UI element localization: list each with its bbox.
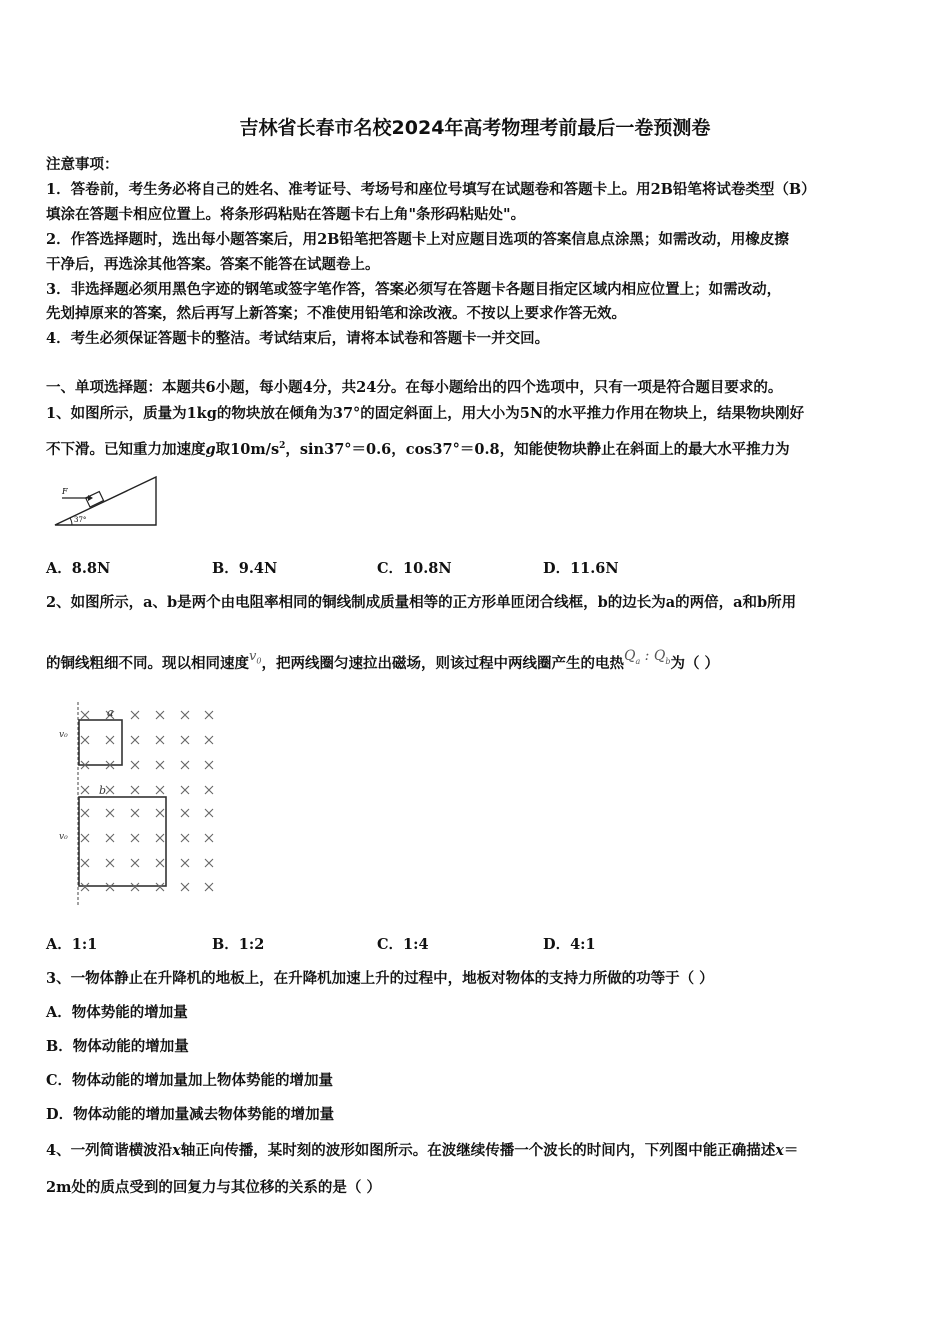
q3-option-d[interactable]: D．物体动能的增加量减去物体势能的增加量 bbox=[46, 1106, 335, 1123]
field-cross bbox=[131, 711, 139, 719]
field-cross bbox=[81, 834, 89, 842]
field-cross bbox=[205, 711, 213, 719]
field-cross bbox=[181, 761, 189, 769]
q2-option-b[interactable]: B．1:2 bbox=[212, 936, 265, 953]
field-cross bbox=[81, 736, 89, 744]
field-cross bbox=[131, 761, 139, 769]
notice-line: 1．答卷前，考生务必将自己的姓名、准考证号、考场号和座位号填写在试题卷和答题卡上。用2B铅笔将试卷类型（B） bbox=[46, 181, 816, 198]
force-label: F bbox=[62, 487, 68, 496]
field-cross bbox=[106, 786, 114, 794]
notice-line: 4．考生必须保证答题卡的整洁。考试结束后，请将本试卷和答题卡一并交回。 bbox=[46, 330, 550, 347]
field-cross bbox=[205, 859, 213, 867]
q4-stem-line1: 4、一列简谐横波沿x轴正向传播，某时刻的波形如图所示。在波继续传播一个波长的时间内，下列图中能正确描述x＝ bbox=[46, 1142, 799, 1159]
q1-option-b[interactable]: B．9.4N bbox=[212, 560, 278, 577]
field-cross bbox=[131, 859, 139, 867]
notice-line: 填涂在答题卡相应位置上。将条形码粘贴在答题卡右上角"条形码粘贴处"。 bbox=[46, 206, 526, 223]
q3-option-c[interactable]: C．物体动能的增加量加上物体势能的增加量 bbox=[46, 1072, 334, 1089]
field-cross bbox=[156, 883, 164, 891]
field-cross bbox=[81, 711, 89, 719]
notice-line: 先划掉原来的答案，然后再写上新答案；不准使用铅笔和涂改液。不按以上要求作答无效。 bbox=[46, 305, 626, 322]
field-cross bbox=[156, 786, 164, 794]
notice-heading: 注意事项： bbox=[46, 156, 119, 173]
notice-line: 2．作答选择题时，选出每小题答案后，用2B铅笔把答题卡上对应题目选项的答案信息点涂黑；如需改动，用橡皮擦 bbox=[46, 231, 789, 248]
field-cross bbox=[181, 736, 189, 744]
field-cross bbox=[205, 786, 213, 794]
q1-option-d[interactable]: D．11.6N bbox=[543, 560, 619, 577]
page-title: 吉林省长春市名校2024年高考物理考前最后一卷预测卷 bbox=[239, 117, 711, 139]
field-cross bbox=[181, 786, 189, 794]
field-cross bbox=[81, 786, 89, 794]
q2-stem-line1: 2、如图所示，a、b是两个由电阻率相同的铜线制成质量相等的正方形单匝闭合线框，b的边长为a的两倍，a和b所用 bbox=[46, 594, 797, 611]
field-cross bbox=[131, 736, 139, 744]
field-cross bbox=[156, 809, 164, 817]
q4-stem-line2: 2m处的质点受到的回复力与其位移的关系的是（ ） bbox=[46, 1179, 381, 1196]
q1-option-a[interactable]: A．8.8N bbox=[46, 560, 111, 577]
field-cross bbox=[156, 761, 164, 769]
angle-label: 37° bbox=[74, 516, 87, 524]
field-cross bbox=[205, 736, 213, 744]
field-cross bbox=[131, 883, 139, 891]
q2-option-c[interactable]: C．1:4 bbox=[377, 936, 429, 953]
section-heading: 一、单项选择题：本题共6小题，每小题4分，共24分。在每小题给出的四个选项中，只有一项是符合题目要求的。 bbox=[46, 379, 783, 396]
field-cross bbox=[81, 809, 89, 817]
field-cross bbox=[156, 736, 164, 744]
field-cross bbox=[181, 809, 189, 817]
field-cross bbox=[106, 736, 114, 744]
field-cross bbox=[181, 883, 189, 891]
field-cross bbox=[181, 834, 189, 842]
field-cross bbox=[205, 809, 213, 817]
incline-figure bbox=[52, 472, 162, 530]
field-cross bbox=[106, 883, 114, 891]
q2-option-a[interactable]: A．1:1 bbox=[46, 936, 98, 953]
q3-option-a[interactable]: A．物体势能的增加量 bbox=[46, 1004, 188, 1021]
field-cross bbox=[205, 883, 213, 891]
magnetic-field-figure bbox=[55, 700, 225, 910]
q1-stem-line1: 1、如图所示，质量为1kg的物块放在倾角为37°的固定斜面上，用大小为5N的水平推力作用在物块上，结果物块刚好 bbox=[46, 405, 805, 422]
notice-line: 3．非选择题必须用黑色字迹的钢笔或签字笔作答，答案必须写在答题卡各题目指定区域内相应位置上；如需改动， bbox=[46, 281, 782, 298]
velocity-a-label: v₀ bbox=[59, 730, 68, 740]
q2-stem-line2: 的铜线粗细不同。现以相同速度$v_0$，把两线圈匀速拉出磁场，则该过程中两线圈产生的电热$Q_a$ : $Q_b$为（ ） bbox=[46, 648, 720, 672]
q3-option-b[interactable]: B．物体动能的增加量 bbox=[46, 1038, 189, 1055]
field-cross bbox=[205, 834, 213, 842]
field-cross bbox=[181, 711, 189, 719]
field-crosses bbox=[81, 711, 213, 891]
field-cross bbox=[156, 711, 164, 719]
field-cross bbox=[156, 859, 164, 867]
field-cross bbox=[156, 834, 164, 842]
field-cross bbox=[106, 834, 114, 842]
field-cross bbox=[81, 859, 89, 867]
velocity-b-label: v₀ bbox=[59, 832, 68, 842]
q1-stem-line2: 不下滑。已知重力加速度g取$10m/s^2$，sin37°＝0.6，cos37°＝0.8，知能使物块静止在斜面上的最大水平推力为 bbox=[46, 441, 790, 458]
field-cross bbox=[106, 809, 114, 817]
field-cross bbox=[81, 883, 89, 891]
notice-line: 干净后，再选涂其他答案。答案不能答在试题卷上。 bbox=[46, 256, 380, 273]
field-cross bbox=[106, 859, 114, 867]
q1-option-c[interactable]: C．10.8N bbox=[377, 560, 452, 577]
q3-stem: 3、一物体静止在升降机的地板上，在升降机加速上升的过程中，地板对物体的支持力所做的功等于（ ） bbox=[46, 970, 714, 987]
field-cross bbox=[131, 834, 139, 842]
q2-option-d[interactable]: D．4:1 bbox=[543, 936, 596, 953]
frame-b-label: b bbox=[99, 784, 107, 797]
field-cross bbox=[205, 761, 213, 769]
field-cross bbox=[131, 809, 139, 817]
field-cross bbox=[131, 786, 139, 794]
field-cross bbox=[181, 859, 189, 867]
frame-a-label: a bbox=[107, 706, 114, 719]
